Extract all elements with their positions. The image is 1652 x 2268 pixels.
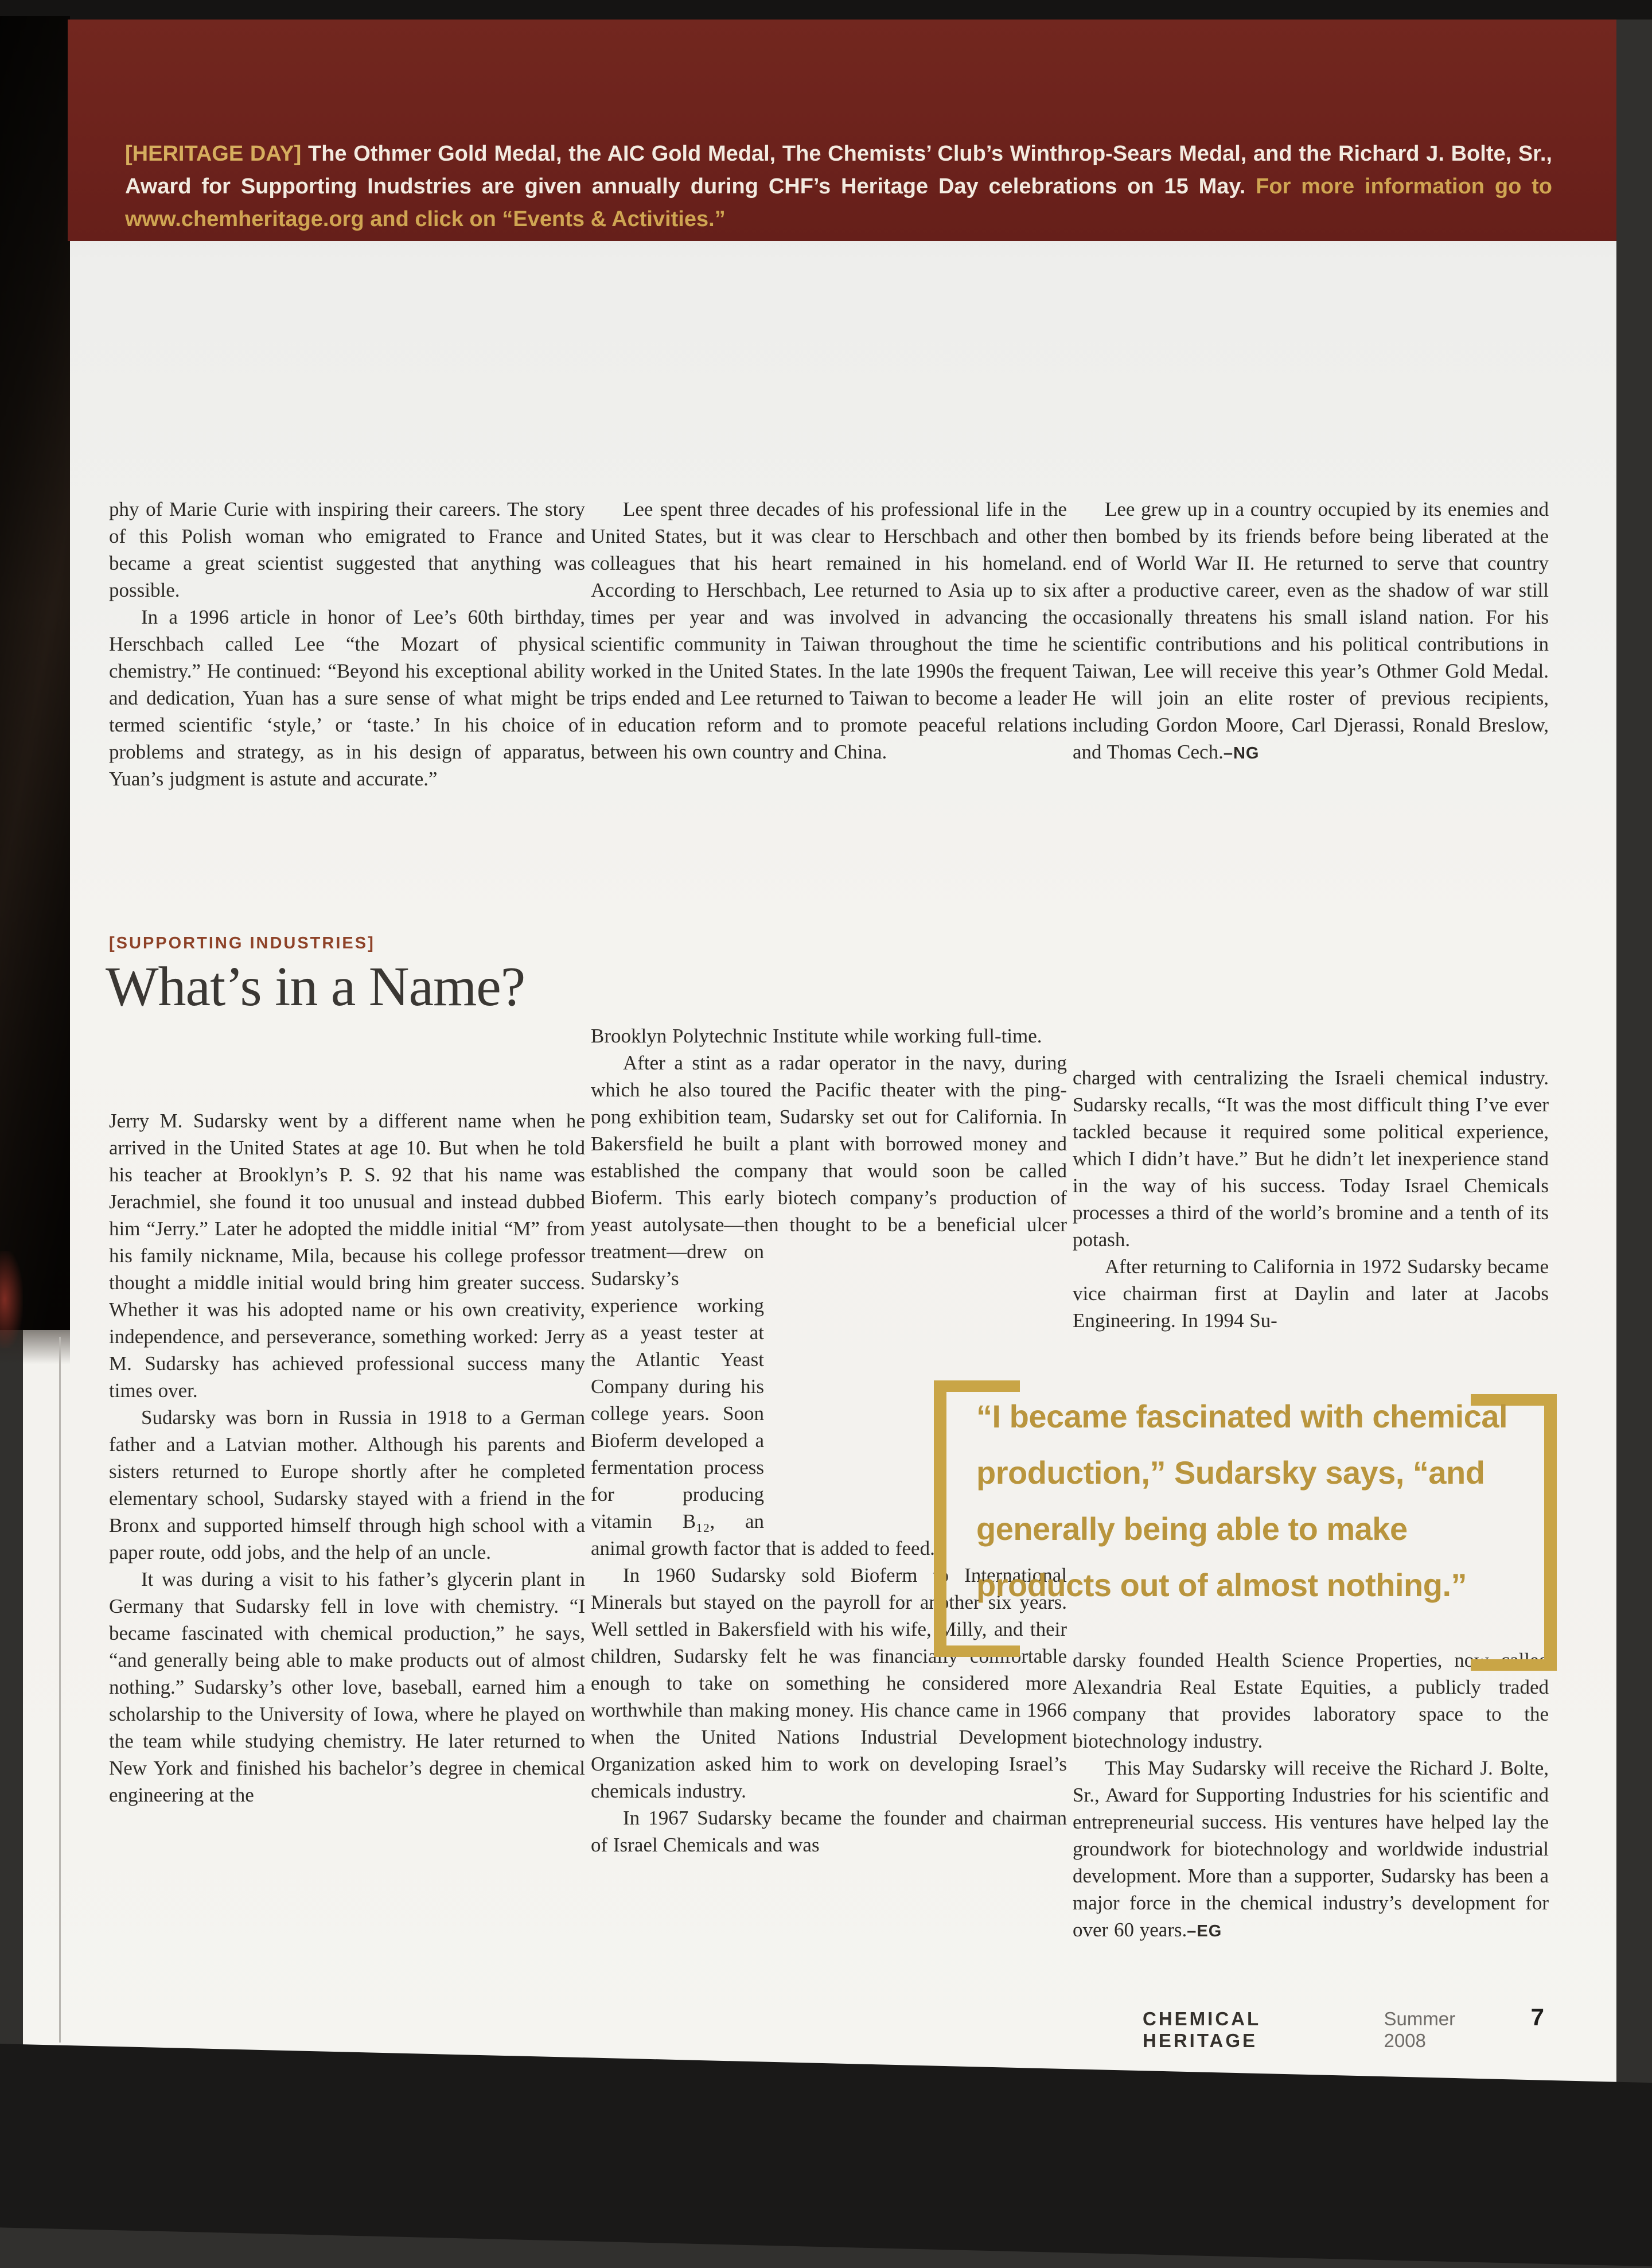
section-kicker: [SUPPORTING INDUSTRIES] — [109, 934, 375, 952]
paragraph — [1073, 1755, 1549, 1945]
pull-quote — [934, 1376, 1557, 1666]
banner-body: The Othmer Gold Medal, the AIC Gold Medal, The Chemists’ Club’s Winthrop-Sears Medal, and the Richard J. Bolte, Sr., Award for Supporting Inudstries are given annually during CHF’s Heritage Day celebrations on 15 May. — [125, 142, 1552, 199]
pull-quote-line: products out of almost nothing.” — [976, 1567, 1467, 1603]
banner-cta-link: For more information go to www.chemheritage.org and click on “Events & Activities.” — [125, 174, 1553, 231]
article2-column-1 — [109, 1107, 585, 1808]
paragraph: In a 1996 article in honor of Lee’s 60th birthday, Herschbach called Lee “the Mozart of physical chemistry.” He continued: “Beyond his exceptional ability and dedication, Yuan has a sure sense of what might be termed scientific ‘style,’ or ‘taste.’ In his choice of problems and strategy, as in his design of apparatus, Yuan’s judgment is astute and accurate.” — [109, 606, 585, 790]
paragraph: darsky founded Health Science Properties, now called Alexandria Real Estate Equities, a publicly traded company that provides laboratory space to the biotechnology industry. — [1073, 1649, 1549, 1752]
scan-edge-top — [0, 0, 1652, 20]
magazine-title: CHEMICAL HERITAGE — [1143, 2008, 1261, 2051]
page-fold-line — [59, 1337, 61, 2043]
paragraph-text: Lee grew up in a country occupied by its enemies and then bombed by its friends before being liberated at the end of World War II. He returned to serve that country after a productive career, even as the shadow of war still occasionally threatens his small island nation. For his scientific contributions and his political contributions in Taiwan, Lee will receive this year’s Othmer Gold Medal. He will join an elite roster of previous recipients, including Gordon Moore, Carl Djerassi, Ronald Breslow, and Thomas Cech. — [1073, 498, 1549, 763]
paragraph — [1073, 496, 1549, 767]
paragraph-text: After a stint as a radar operator in the navy, during which he also toured the Pacific theater with the ping-pong exhibition team, Sudarsky set out for California. In Bakersfield he built a plant with borrowed money and established the company that would soon be called Bioferm. This early biotech company’s production of yeast autolysate—then thought to be a beneficial — [591, 1052, 1067, 1236]
banner-kicker: [HERITAGE DAY] — [125, 142, 302, 166]
paragraph: phy of Marie Curie with inspiring their careers. The story of this Polish woman who emigrated to France and became a great scientist suggested that anything was possible. — [109, 498, 585, 601]
spine-red-mark — [0, 1251, 23, 1348]
article-headline: What’s in a Name? — [106, 956, 525, 1018]
paragraph-text: ulcer treatment—drew on Sudarsky’s experience working as a yeast tester at the Atlantic Yeast Company during his college years. Soon Bioferm developed a fermentation process for producing vitamin B₁₂, an animal growth factor that is added to feed. — [591, 1213, 1067, 1559]
paragraph: In 1967 Sudarsky became the founder and chairman of Israel Chemicals and was — [591, 1807, 1067, 1856]
article1-column-3 — [1073, 496, 1549, 767]
pull-quote-line: “I became fascinated with chemical — [976, 1398, 1508, 1434]
paragraph-text: This May Sudarsky will receive the Richard J. Bolte, Sr., Award for Supporting Industries for his scientific and entrepreneurial success. His ventures have helped lay the groundwork for biotechnology and worldwide industrial development. More than a supporter, Sudarsky has been a major force in the chemical industry’s development for over 60 years. — [1073, 1757, 1549, 1941]
paragraph: Lee spent three decades of his professional life in the United States, but it was clear to Herschbach and other colleagues that his heart remained in his homeland. According to Herschbach, Lee returned to Asia up to six times per year and was involved in advancing the scientific community in Taiwan throughout the time he worked in the United States. In the late 1990s the frequent trips ended and Lee returned to Taiwan to become a leader in education reform and to promote peaceful relations between his own country and China. — [591, 498, 1067, 763]
author-initials: –EG — [1187, 1922, 1222, 1940]
paragraph: Jerry M. Sudarsky went by a different name when he arrived in the United States at age 10. But when he told his teacher at Brooklyn’s P. S. 92 that his name was Jerachmiel, she found it too unusual and instead dubbed him “Jerry.” Later he adopted the middle initial “M” from his family nickname, Mila, because his college professor thought a middle initial would bring him greater success. Whether it was his adopted name or his own creativity, independence, and perseverance, something worked: Jerry M. Sudarsky has achieved professional success many times over. — [109, 1110, 585, 1402]
article1-column-2 — [591, 496, 1067, 765]
pull-quote-line: production,” Sudarsky says, “and — [976, 1454, 1485, 1491]
magazine-spine — [0, 16, 70, 1330]
scan-edge-bottom — [0, 2044, 1652, 2268]
pull-quote-line: generally being able to make — [976, 1511, 1408, 1547]
pull-quote-text — [976, 1388, 1507, 1613]
paragraph: charged with centralizing the Israeli chemical industry. Sudarsky recalls, “It was the most difficult thing I’ve ever tackled because it required some political experience, which I didn’t have.” But he didn’t let inexperience stand in the way of his success. Today Israel Chemicals processes a third of the world’s bromine and a tenth of its potash. — [1073, 1067, 1549, 1251]
article1-column-1 — [109, 496, 585, 792]
page-number: 7 — [1530, 2004, 1544, 2030]
paragraph: In 1960 Sudarsky sold Bioferm to International Minerals but stayed on the payroll for another six years. Well settled in Bakersfield with his wife, Milly, and their children, Sudarsky felt he was financially comfortable enough to take on something he considered more worthwhile than making money. His chance came in 1966 when the United Nations Industrial Development Organization asked him to work on developing Israel’s chemicals industry. — [591, 1564, 1067, 1802]
page-footer — [1143, 2004, 1544, 2052]
author-initials: –NG — [1223, 744, 1260, 763]
paragraph: After returning to California in 1972 Sudarsky became vice chairman first at Daylin and later at Jacobs Engineering. In 1994 Su- — [1073, 1255, 1549, 1332]
paragraph: Brooklyn Polytechnic Institute while working full-time. — [591, 1025, 1042, 1047]
banner-text — [68, 20, 1616, 236]
issue-label: Summer 2008 — [1384, 2008, 1456, 2051]
paragraph: Sudarsky was born in Russia in 1918 to a German father and a Latvian mother. Although his parents and sisters returned to Europe shortly after he completed elementary school, Sudarsky stayed with a friend in the Bronx and supported himself through high school with a paper route, odd jobs, and the help of an uncle. — [109, 1406, 585, 1563]
paragraph: It was during a visit to his father’s glycerin plant in Germany that Sudarsky fell in love with chemistry. “I became fascinated with chemical production,” he says, “and generally being able to make products out of almost nothing.” Sudarsky’s other love, baseball, earned him a scholarship to the University of Iowa, where he played on the team while studying chemistry. He later returned to New York and finished his bachelor’s degree in chemical engineering at the — [109, 1568, 585, 1806]
heritage-day-banner — [68, 20, 1616, 241]
